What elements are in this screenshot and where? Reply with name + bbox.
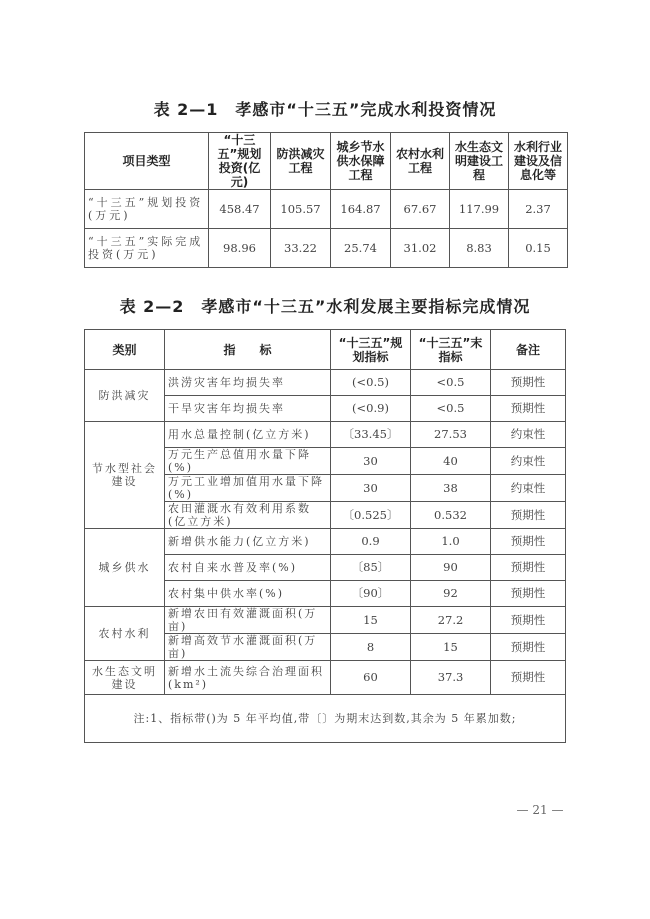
footnote: 注:1、指标带()为 5 年平均值,带〔〕为期末达到数,其余为 5 年累加数; (85, 695, 566, 743)
plan-cell: 〔90〕 (331, 581, 411, 607)
plan-cell: 15 (331, 607, 411, 634)
actual-cell: <0.5 (411, 396, 491, 422)
table-row (85, 422, 566, 448)
header-cell: 水利行业建设及信息化等 (509, 133, 568, 190)
indicator-cell: 农村集中供水率(%) (165, 581, 331, 607)
indicator-cell: 新增供水能力(亿立方米) (165, 529, 331, 555)
footnote-row (85, 695, 566, 743)
note-cell: 预期性 (491, 396, 566, 422)
category-cell: 农村水利 (85, 607, 165, 661)
header-cell: “十三五”规划指标 (331, 330, 411, 370)
plan-cell: 〔0.525〕 (331, 502, 411, 529)
note-cell: 预期性 (491, 607, 566, 634)
plan-cell: 60 (331, 661, 411, 695)
indicator-cell: 万元生产总值用水量下降(%) (165, 448, 331, 475)
table-row (85, 190, 568, 229)
header-cell: 项目类型 (85, 133, 209, 190)
header-cell: 类别 (85, 330, 165, 370)
indicator-cell: 用水总量控制(亿立方米) (165, 422, 331, 448)
page-number: — 21 — (516, 803, 564, 817)
table-header-row (85, 133, 568, 190)
value-cell: 2.37 (509, 190, 568, 229)
note-cell: 约束性 (491, 422, 566, 448)
header-cell: 城乡节水供水保障工程 (331, 133, 391, 190)
value-cell: 25.74 (331, 229, 391, 268)
row-label: “十三五”实际完成投资(万元) (85, 229, 209, 268)
category-cell: 节水型社会建设 (85, 422, 165, 529)
note-cell: 预期性 (491, 529, 566, 555)
indicator-cell: 新增高效节水灌溉面积(万亩) (165, 634, 331, 661)
note-cell: 预期性 (491, 634, 566, 661)
row-label: “十三五”规划投资(万元) (85, 190, 209, 229)
plan-cell: 30 (331, 475, 411, 502)
actual-cell: 37.3 (411, 661, 491, 695)
actual-cell: 27.2 (411, 607, 491, 634)
note-cell: 预期性 (491, 581, 566, 607)
header-cell: 指 标 (165, 330, 331, 370)
indicator-cell: 农村自来水普及率(%) (165, 555, 331, 581)
value-cell: 8.83 (450, 229, 509, 268)
indicator-cell: 新增农田有效灌溉面积(万亩) (165, 607, 331, 634)
actual-cell: 38 (411, 475, 491, 502)
table-row (85, 529, 566, 555)
value-cell: 98.96 (209, 229, 271, 268)
table1-title: 表 2—1 孝感市“十三五”完成水利投资情况 (153, 100, 497, 119)
value-cell: 33.22 (271, 229, 331, 268)
note-cell: 约束性 (491, 475, 566, 502)
category-cell: 水生态文明建设 (85, 661, 165, 695)
note-cell: 约束性 (491, 448, 566, 475)
header-cell: “十三五”规划投资(亿元) (209, 133, 271, 190)
plan-cell: (<0.9) (331, 396, 411, 422)
table-row (85, 607, 566, 634)
note-cell: 预期性 (491, 370, 566, 396)
header-cell: “十三五”末指标 (411, 330, 491, 370)
plan-cell: 〔85〕 (331, 555, 411, 581)
value-cell: 458.47 (209, 190, 271, 229)
table-row (85, 229, 568, 268)
note-cell: 预期性 (491, 555, 566, 581)
actual-cell: 1.0 (411, 529, 491, 555)
plan-cell: 8 (331, 634, 411, 661)
table2-title: 表 2—2 孝感市“十三五”水利发展主要指标完成情况 (119, 297, 531, 316)
plan-cell: 0.9 (331, 529, 411, 555)
indicator-cell: 干旱灾害年均损失率 (165, 396, 331, 422)
table-header-row (85, 330, 566, 370)
plan-cell: 30 (331, 448, 411, 475)
header-cell: 备注 (491, 330, 566, 370)
indicator-cell: 万元工业增加值用水量下降(%) (165, 475, 331, 502)
value-cell: 0.15 (509, 229, 568, 268)
value-cell: 117.99 (450, 190, 509, 229)
category-cell: 城乡供水 (85, 529, 165, 607)
plan-cell: (<0.5) (331, 370, 411, 396)
actual-cell: 0.532 (411, 502, 491, 529)
table-row (85, 661, 566, 695)
table-row (85, 370, 566, 396)
indicators-table (84, 329, 566, 743)
value-cell: 105.57 (271, 190, 331, 229)
header-cell: 农村水利工程 (391, 133, 450, 190)
actual-cell: 15 (411, 634, 491, 661)
actual-cell: <0.5 (411, 370, 491, 396)
header-cell: 水生态文明建设工程 (450, 133, 509, 190)
indicator-cell: 新增水土流失综合治理面积(km²) (165, 661, 331, 695)
actual-cell: 92 (411, 581, 491, 607)
investment-table (84, 132, 568, 268)
value-cell: 67.67 (391, 190, 450, 229)
plan-cell: 〔33.45〕 (331, 422, 411, 448)
header-cell: 防洪减灾工程 (271, 133, 331, 190)
value-cell: 164.87 (331, 190, 391, 229)
actual-cell: 27.53 (411, 422, 491, 448)
actual-cell: 90 (411, 555, 491, 581)
value-cell: 31.02 (391, 229, 450, 268)
indicator-cell: 洪涝灾害年均损失率 (165, 370, 331, 396)
indicator-cell: 农田灌溉水有效利用系数(亿立方米) (165, 502, 331, 529)
note-cell: 预期性 (491, 661, 566, 695)
actual-cell: 40 (411, 448, 491, 475)
category-cell: 防洪减灾 (85, 370, 165, 422)
note-cell: 预期性 (491, 502, 566, 529)
